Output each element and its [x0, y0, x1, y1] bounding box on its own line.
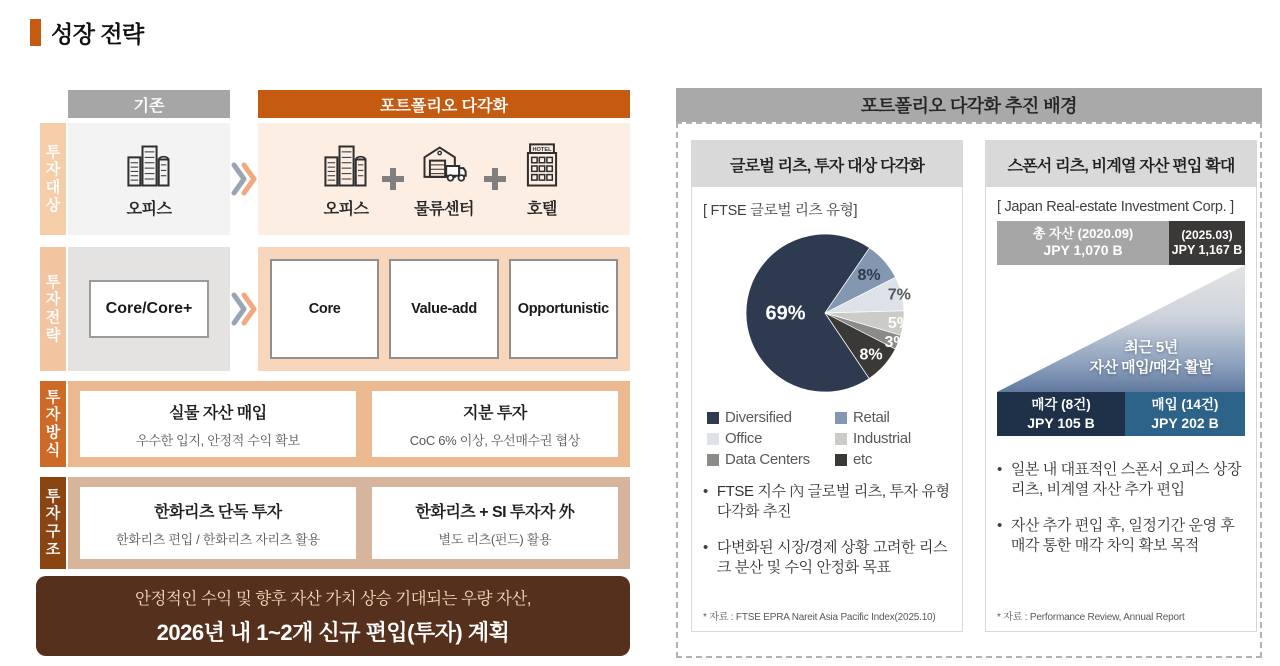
asset-hotel — [516, 140, 568, 219]
buy-sell-row — [997, 392, 1245, 436]
row-investment-method — [40, 381, 630, 467]
total-assets-2020 — [997, 221, 1169, 265]
asset-caption: 오피스 — [323, 200, 369, 218]
legend-label: Diversified — [725, 409, 792, 426]
asset-logistics — [414, 140, 474, 219]
legend-swatch — [707, 433, 719, 445]
legend-swatch — [707, 412, 719, 424]
strategy-box-opportunistic: Opportunistic — [509, 259, 618, 359]
legend-label: Data Centers — [725, 451, 810, 468]
sponsor-reits-column — [985, 140, 1257, 632]
bullet-item — [703, 482, 951, 523]
bullet-text: • 다변화된 시장/경제 상황 고려한 리스크 분산 및 수익 안정화 목표 — [716, 538, 948, 576]
office-buildings-icon — [123, 140, 175, 192]
core-core-plus-box: Core/Core+ — [89, 280, 209, 338]
buy-label: 매입 (14건) — [1151, 397, 1219, 413]
annotation-line2: 자산 매입/매각 활발 — [1089, 358, 1213, 376]
legend-item-etc — [835, 451, 951, 468]
strategy-existing-cell — [68, 247, 230, 371]
card-solo-investment — [80, 487, 356, 559]
page-title-text: 성장 전략 — [51, 21, 144, 47]
bullet-item — [703, 538, 951, 579]
asset-caption: 호텔 — [526, 200, 557, 218]
japan-assets-chart — [997, 221, 1245, 436]
asset-caption: 오피스 — [126, 200, 172, 218]
conclusion-banner — [36, 576, 630, 656]
card-title: 한화리츠 + SI 투자자 外 — [415, 503, 575, 521]
double-chevron-icon — [231, 292, 257, 326]
bullet-item — [997, 460, 1245, 501]
row-investment-target — [40, 123, 630, 235]
card-si-investment — [372, 487, 618, 559]
row-label-structure: 투자구조 — [40, 477, 66, 569]
global-bullets — [703, 482, 951, 578]
annotation-line1: 최근 5년 — [1124, 338, 1178, 356]
banner-line1: 안정적인 수익 및 향후 자산 가치 상승 기대되는 우량 자산, — [135, 590, 531, 608]
bullet-item — [997, 516, 1245, 557]
transition-chevron — [230, 247, 258, 371]
buy-value: JPY 202 B — [1151, 414, 1219, 431]
legend-label: Office — [725, 430, 763, 447]
bullet-text: • 일본 내 대표적인 스폰서 오피스 상장 리츠, 비계열 자산 추가 편입 — [1010, 461, 1242, 499]
double-chevron-icon — [231, 162, 257, 196]
legend-item-office — [707, 430, 835, 447]
strategy-box-value-add: Value-add — [389, 259, 498, 359]
structure-cards — [68, 477, 630, 569]
sponsor-column-body — [986, 187, 1256, 631]
pie-data-label: 8% — [859, 346, 883, 364]
hotel-icon — [516, 140, 568, 192]
bullet-text: • 자산 추가 편입 후, 일정기간 운영 후 매각 통한 매각 차익 확보 목적 — [1010, 516, 1235, 554]
pie-chart-caption: [ FTSE 글로벌 리츠 유형] — [703, 203, 858, 219]
pie-data-label: 7% — [887, 286, 911, 304]
sponsor-bullets — [997, 460, 1245, 556]
sell-value: JPY 105 B — [1027, 414, 1095, 431]
total-assets-2025 — [1169, 221, 1245, 265]
logistics-center-icon — [418, 140, 470, 192]
legend-item-industrial — [835, 430, 951, 447]
pie-data-label: 69% — [765, 302, 806, 325]
plus-icon — [382, 168, 404, 190]
row-label-method: 투자방식 — [40, 381, 66, 467]
card-real-asset — [80, 391, 356, 457]
strategy-new-cell — [258, 247, 630, 371]
legend-item-data-centers — [707, 451, 835, 468]
card-desc: CoC 6% 이상, 우선매수권 협상 — [409, 432, 580, 448]
asset-office-existing — [123, 140, 175, 219]
svg-text:HOTEL: HOTEL — [532, 146, 552, 153]
pie-legend — [707, 409, 951, 468]
bullet-text: • FTSE 지수 內 글로벌 리츠, 투자 유형 다각화 추진 — [716, 483, 950, 521]
total-assets-label: (2025.03) — [1181, 227, 1233, 242]
global-column-header: 글로벌 리츠, 투자 대상 다각화 — [692, 141, 962, 187]
sponsor-column-header: 스폰서 리츠, 비계열 자산 편입 확대 — [986, 141, 1256, 187]
title-accent-bar — [30, 19, 41, 46]
japan-chart-caption: [ Japan Real-estate Investment Corp. ] — [997, 199, 1234, 215]
sell-label: 매각 (8건) — [1031, 397, 1091, 413]
card-title: 지분 투자 — [463, 404, 527, 422]
pie-data-label: 5% — [887, 315, 911, 333]
legend-item-diversified — [707, 409, 835, 426]
background-panel — [676, 88, 1262, 658]
legend-label: Retail — [853, 409, 890, 426]
target-existing-cell — [68, 123, 230, 235]
transition-chevron — [230, 123, 258, 235]
matrix-header-row — [68, 90, 630, 118]
row-label-target: 투자대상 — [40, 123, 66, 235]
pie-data-label: 8% — [857, 266, 881, 284]
buy-box — [1125, 392, 1245, 436]
header-diversification: 포트폴리오 다각화 — [258, 90, 630, 118]
card-desc: 한화리츠 편입 / 한화리츠 자리츠 활용 — [116, 531, 320, 547]
card-title: 한화리츠 단독 투자 — [154, 503, 282, 521]
row-investment-structure — [40, 477, 630, 569]
row-investment-strategy — [40, 247, 630, 371]
total-assets-label: 총 자산 (2020.09) — [1032, 226, 1134, 242]
header-existing: 기존 — [68, 90, 230, 118]
legend-label: etc — [853, 451, 873, 468]
pie-data-label: 3% — [884, 333, 908, 351]
global-source-note: * 자료 : FTSE EPRA Nareit Asia Pacific Index(2025.10) — [703, 612, 936, 623]
total-assets-value: JPY 1,070 B — [1043, 242, 1123, 259]
card-title: 실물 자산 매입 — [169, 404, 267, 422]
header-gap — [230, 90, 258, 118]
global-column-body — [692, 187, 962, 631]
ftse-pie-chart — [703, 222, 951, 402]
card-equity — [372, 391, 618, 457]
legend-swatch — [707, 454, 719, 466]
asset-caption: 물류센터 — [414, 200, 474, 218]
global-reits-column — [691, 140, 963, 632]
card-desc: 우수한 입지, 안정적 수익 확보 — [136, 432, 300, 448]
total-assets-row — [997, 221, 1245, 265]
strategy-box-core: Core — [270, 259, 379, 359]
banner-line2: 2026년 내 1~2개 신규 편입(투자) 계획 — [156, 620, 510, 645]
panel-header: 포트폴리오 다각화 추진 배경 — [676, 88, 1262, 122]
office-buildings-icon — [320, 140, 372, 192]
legend-label: Industrial — [853, 430, 911, 447]
page-title — [30, 16, 144, 49]
asset-office — [320, 140, 372, 219]
sponsor-source-note: * 자료 : Performance Review, Annual Report — [997, 612, 1185, 623]
legend-swatch — [835, 454, 847, 466]
row-label-strategy: 투자전략 — [40, 247, 66, 371]
total-assets-value: JPY 1,167 B — [1171, 242, 1243, 257]
strategy-matrix — [40, 90, 630, 569]
triangle-annotation — [1059, 338, 1243, 379]
legend-item-retail — [835, 409, 951, 426]
plus-icon — [484, 168, 506, 190]
growth-triangle-area — [997, 265, 1245, 392]
card-desc: 별도 리츠(펀드) 활용 — [438, 531, 552, 547]
legend-swatch — [835, 433, 847, 445]
legend-swatch — [835, 412, 847, 424]
target-new-cell — [258, 123, 630, 235]
method-cards — [68, 381, 630, 467]
sell-box — [997, 392, 1125, 436]
